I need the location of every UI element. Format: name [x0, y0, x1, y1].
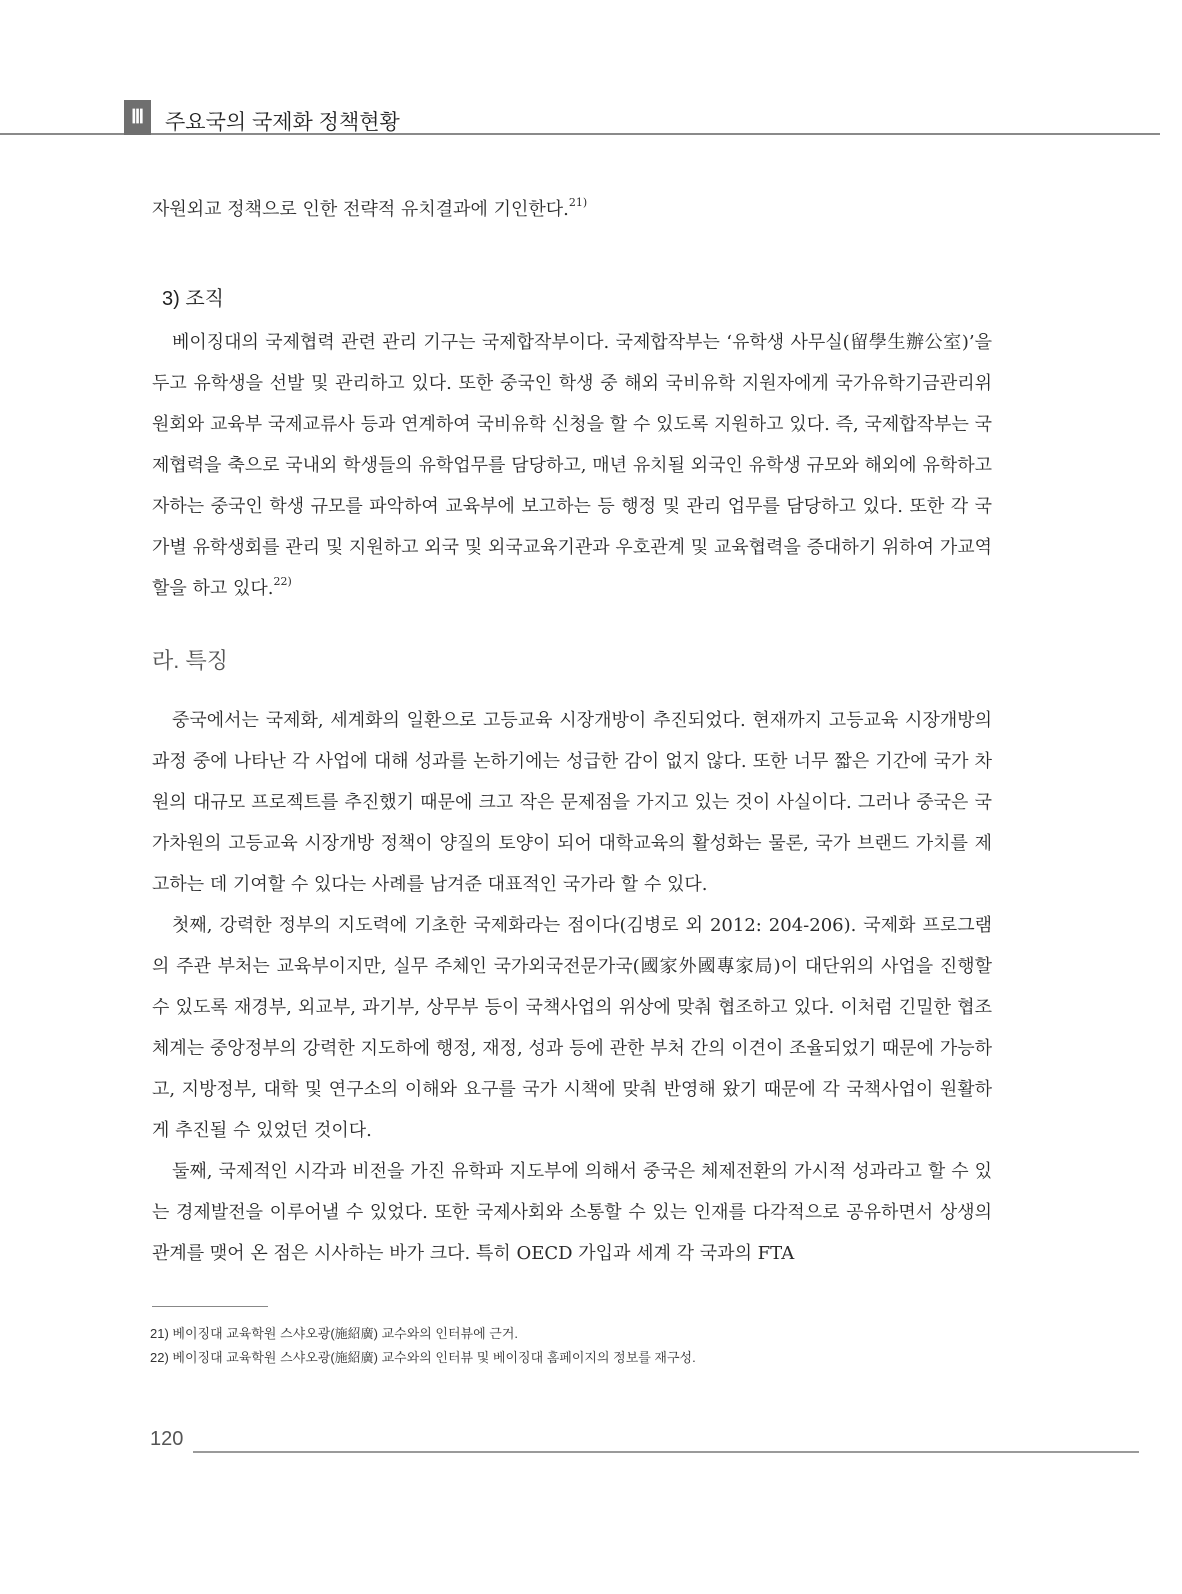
features-paragraph-3: 둘째, 국제적인 시각과 비전을 가진 유학파 지도부에 의해서 중국은 체제전환의 가시적 성과라고 할 수 있는 경제발전을 이루어낼 수 있었다. 또한 국제사회와 소통할 수 있는 인재를 다각적으로 공유하면서 상생의 관계를 맺어 온 점은 시사하는 바가 크다. 특히 OECD 가입과 세계 각 국과의 FTA — [152, 1161, 992, 1264]
organization-paragraph — [152, 322, 992, 609]
intro-paragraph — [152, 189, 992, 230]
organization-block — [152, 322, 992, 609]
features-block — [152, 700, 992, 1274]
chapter-title: 주요국의 국제화 정책현황 — [165, 111, 400, 134]
footnote-ref-22: 22) — [273, 575, 292, 588]
organization-text: 베이징대의 국제협력 관련 관리 기구는 국제합작부이다. 국제합작부는 ‘유학생 사무실(留學生辦公室)’을 두고 유학생을 선발 및 관리하고 있다. 또한 중국인 학생 중 해외 국비유학 지원자에게 국가유학기금관리위원회와 교육부 국제교류사 등과 연계하여 국비유학 신청을 할 수 있도록 지원하고 있다. 즉, 국제합작부는 국제협력을 축으로 국내외 학생들의 유학업무를 담당하고, 매년 유치될 외국인 유학생 규모와 해외에 유학하고자하는 중국인 학생 규모를 파악하여 교육부에 보고하는 등 행정 및 관리 업무를 담당하고 있다. 또한 각 국가별 유학생회를 관리 및 지원하고 외국 및 외국교육기관과 우호관계 및 교육협력을 증대하기 위하여 가교역할을 하고 있다. — [152, 332, 992, 599]
chapter-number-badge: Ⅲ — [124, 100, 151, 135]
footnote-ref-21: 21) — [568, 196, 588, 209]
footnote-divider — [152, 1306, 268, 1307]
footer-rule — [193, 1451, 1139, 1453]
features-paragraph-2: 첫째, 강력한 정부의 지도력에 기초한 국제화라는 점이다(김병로 외 2012: 204-206). 국제화 프로그램의 주관 부처는 교육부이지만, 실무 주체인 국가외국전문가국(國家外國專家局)이 대단위의 사업을 진행할 수 있도록 재경부, 외교부, 과기부, 상무부 등이 국책사업의 위상에 맞춰 협조하고 있다. 이처럼 긴밀한 협조체계는 중앙정부의 강력한 지도하에 행정, 재정, 성과 등에 관한 부처 간의 이견이 조율되었기 때문에 가능하고, 지방정부, 대학 및 연구소의 이해와 요구를 국가 시책에 맞춰 반영해 왔기 때문에 각 국책사업이 원활하게 추진될 수 있었던 것이다. — [152, 915, 992, 1141]
features-paragraph-1: 중국에서는 국제화, 세계화의 일환으로 고등교육 시장개방이 추진되었다. 현재까지 고등교육 시장개방의 과정 중에 나타난 각 사업에 대해 성과를 논하기에는 성급한 감이 없지 않다. 또한 너무 짧은 기간에 국가 차원의 대규모 프로젝트를 추진했기 때문에 크고 작은 문제점을 가지고 있는 것이 사실이다. 그러나 중국은 국가차원의 고등교육 시장개방 정책이 양질의 토양이 되어 대학교육의 활성화는 물론, 국가 브랜드 가치를 제고하는 데 기여할 수 있다는 사례를 남겨준 대표적인 국가라 할 수 있다. — [152, 710, 992, 895]
section-heading: 라. 특징 — [152, 648, 228, 673]
footnote-22: 22) 베이징대 교육학원 스샤오광(施紹廣) 교수와의 인터뷰 및 베이징대 홈페이지의 정보를 재구성. — [150, 1350, 696, 1365]
footnotes — [150, 1322, 990, 1370]
page-number: 120 — [150, 1428, 184, 1450]
intro-block — [152, 189, 992, 230]
subsection-heading: 3) 조직 — [162, 288, 224, 310]
intro-text: 자원외교 정책으로 인한 전략적 유치결과에 기인한다. — [152, 199, 569, 220]
footnote-21: 21) 베이징대 교육학원 스샤오광(施紹廣) 교수와의 인터뷰에 근거. — [150, 1326, 519, 1341]
